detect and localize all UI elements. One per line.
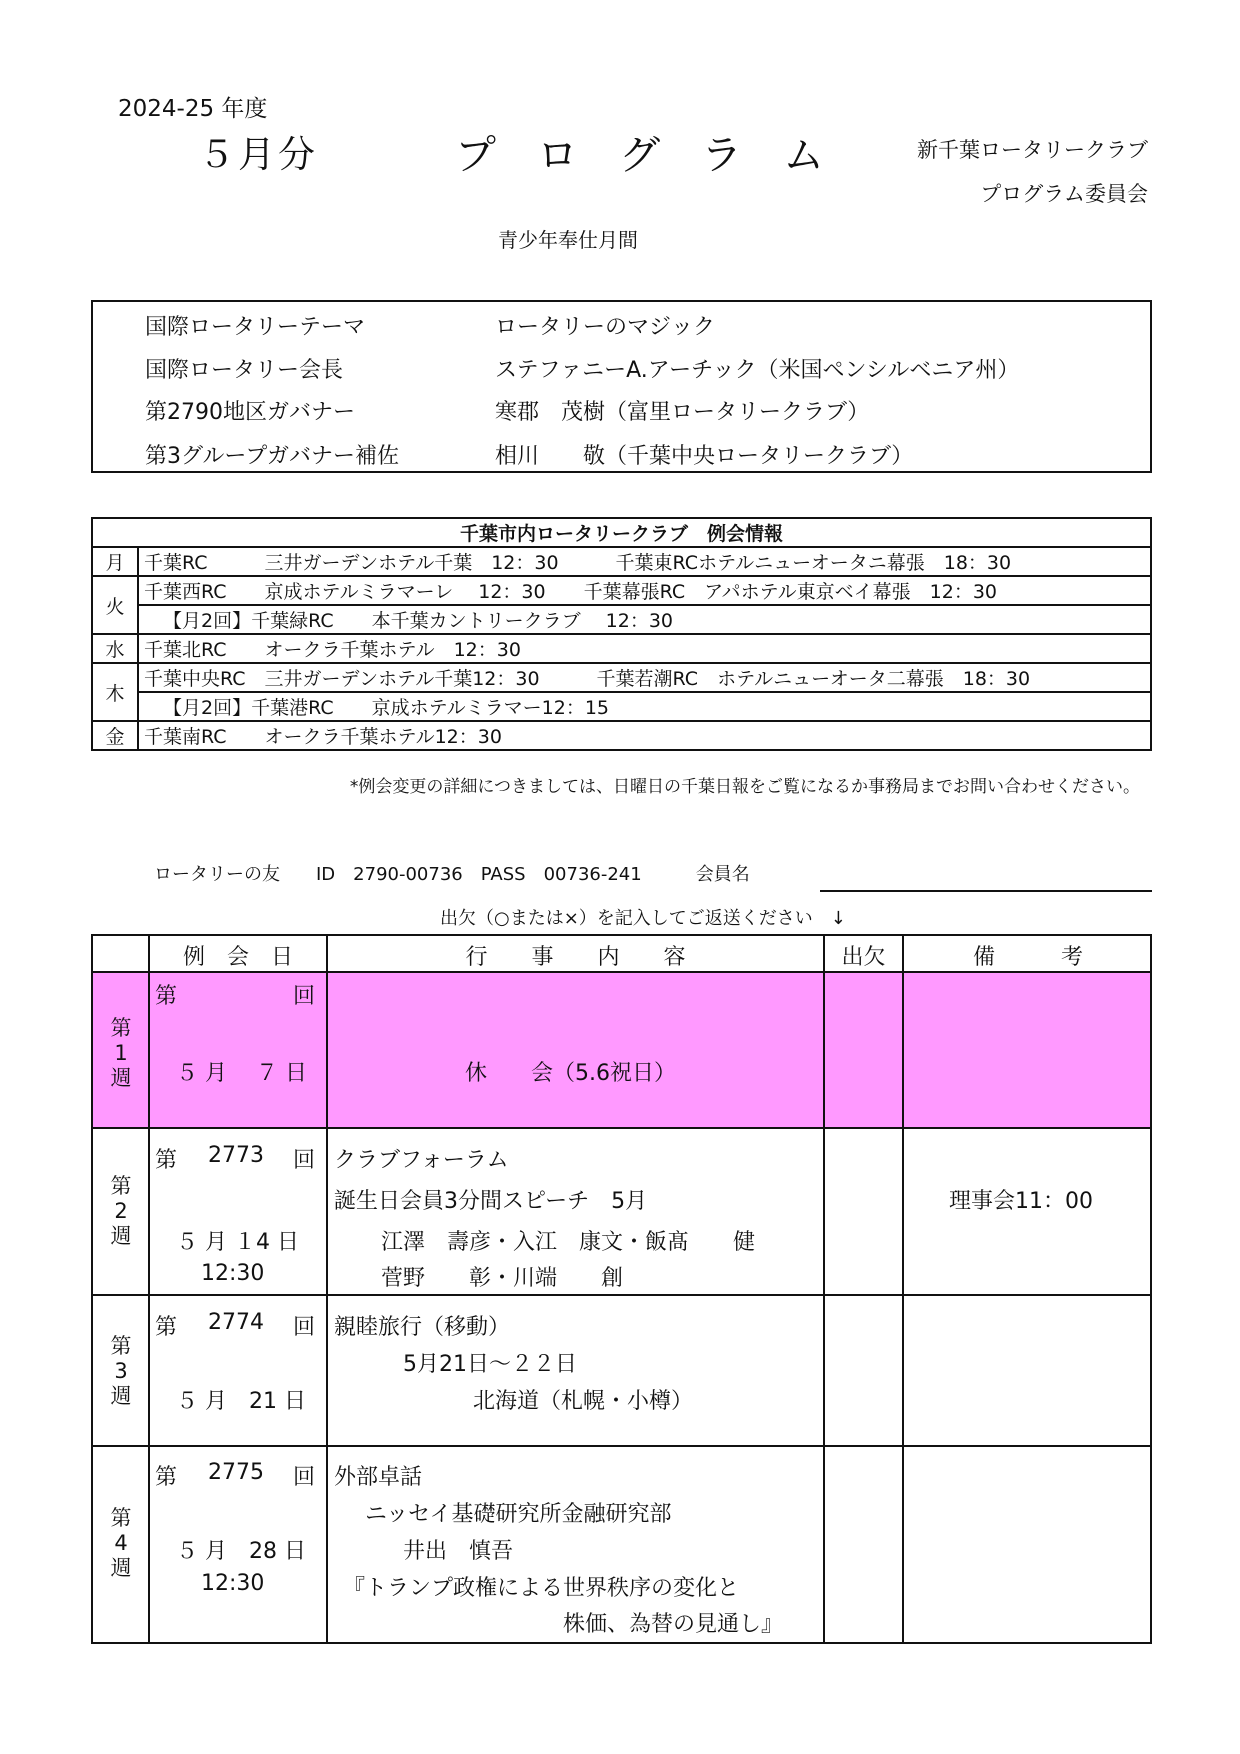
info-value: ステファニーA.アーチック（米国ペンシルベニア州） [495, 358, 1020, 383]
meeting-no-prefix: 第 [155, 984, 178, 1009]
committee-name: プログラム委員会 [980, 182, 1148, 206]
header-remarks: 備 考 [972, 945, 1083, 970]
week-label-char: 2 [114, 1199, 128, 1223]
attendance-request: 出欠（○または×）を記入してご返送ください ↓ [440, 908, 846, 929]
meeting-cell: 千葉RC 三井ガーデンホテル千葉 12：30 千葉東RCホテルニューオータニ幕張 18：30 [138, 547, 1151, 576]
header-date: 例 会 日 [182, 945, 293, 970]
info-row [93, 304, 1150, 344]
day-cell: 金 [92, 721, 138, 750]
meeting-no-suffix: 回 [293, 984, 316, 1009]
event-line: 5月21日～２２日 [403, 1352, 577, 1377]
meeting-cell: 【月2回】千葉緑RC 本千葉カントリークラブ 12：30 [138, 605, 1151, 634]
table-row [92, 663, 1151, 692]
week-label [93, 1016, 149, 1091]
meeting-table-title: 千葉市内ロータリークラブ 例会情報 [92, 518, 1151, 547]
event-line: 菅野 彰・川端 創 [381, 1266, 624, 1291]
week-label-char: 第 [110, 1334, 132, 1358]
meeting-cell: 千葉西RC 京成ホテルミラマーレ 12：30 千葉幕張RC アパホテル東京ベイ幕張 12：30 [138, 576, 1151, 605]
week-label [93, 1174, 149, 1249]
event-line: 井出 慎吾 [403, 1539, 514, 1564]
day-cell: 月 [92, 547, 138, 576]
club-name: 新千葉ロータリークラブ [917, 138, 1148, 162]
program-table [91, 934, 1152, 1644]
info-label: 国際ロータリー会長 [145, 358, 344, 383]
meeting-cell: 千葉南RC オークラ千葉ホテル12：30 [138, 721, 1151, 750]
info-row [93, 433, 1150, 473]
meeting-no: 2774 [208, 1310, 264, 1335]
event-line: 北海道（札幌・小樽） [473, 1389, 694, 1414]
meeting-note: *例会変更の詳細につきましては、日曜日の千葉日報をご覧になるか事務局までお問い合わせください。 [349, 777, 1140, 797]
column-divider [902, 936, 904, 1642]
row-divider [93, 1127, 1150, 1129]
highlight-row-background [93, 973, 1150, 1128]
meeting-date: ５ 月 21 日 [176, 1389, 306, 1414]
row-divider [93, 1445, 1150, 1447]
month-theme: 青少年奉仕月間 [498, 228, 638, 252]
week-label-char: 3 [114, 1359, 128, 1383]
info-value: 相川 敬（千葉中央ロータリークラブ） [495, 444, 914, 469]
info-label: 国際ロータリーテーマ [145, 315, 366, 340]
page-title: プ ロ グ ラ ム [455, 131, 839, 179]
row-divider [93, 971, 1150, 973]
meeting-cell: 【月2回】千葉港RC 京成ホテルミラマー12：15 [138, 692, 1151, 721]
week-label-char: 第 [110, 1174, 132, 1198]
header-attendance: 出欠 [841, 945, 886, 970]
week-label-char: 週 [110, 1224, 132, 1248]
meeting-no-prefix: 第 [155, 1465, 178, 1490]
rotary-friend-info: ロータリーの友 ID 2790-00736 PASS 00736-241 会員名 [154, 864, 750, 885]
column-divider [823, 936, 825, 1642]
table-row [92, 692, 1151, 721]
meeting-no-suffix: 回 [293, 1465, 316, 1490]
meeting-no: 2775 [208, 1460, 264, 1485]
week-label [93, 1334, 149, 1409]
meeting-date: ５ 月 ７ 日 [176, 1061, 307, 1086]
table-row [92, 721, 1151, 750]
row-divider [93, 1294, 1150, 1296]
info-label: 第2790地区ガバナー [145, 400, 355, 425]
day-cell: 火 [92, 576, 138, 634]
event-line: 誕生日会員3分間スピーチ 5月 [334, 1189, 648, 1214]
event-line: クラブフォーラム [334, 1148, 509, 1173]
meeting-time: 12:30 [201, 1261, 265, 1286]
week-label-char: 週 [110, 1384, 132, 1408]
info-row [93, 389, 1150, 429]
week-label-char: 週 [110, 1556, 132, 1580]
column-divider [326, 936, 328, 1642]
info-label: 第3グループガバナー補佐 [145, 444, 400, 469]
table-row [92, 547, 1151, 576]
fiscal-year: 2024-25 年度 [118, 96, 268, 122]
event-line: 休 会（5.6祝日） [465, 1061, 676, 1086]
event-line: 株価、為替の見通し』 [563, 1612, 784, 1637]
table-row [92, 634, 1151, 663]
week-label-char: 第 [110, 1016, 132, 1040]
table-row [92, 576, 1151, 605]
member-name-field[interactable] [820, 890, 1152, 892]
table-row [92, 605, 1151, 634]
event-line: 『トランプ政権による世界秩序の変化と [343, 1576, 740, 1601]
day-cell: 木 [92, 663, 138, 721]
month-label: ５月分 [198, 133, 318, 176]
week-label-char: 第 [110, 1506, 132, 1530]
meeting-date: ５ 月 １4 日 [176, 1230, 299, 1255]
week-label-char: 1 [114, 1041, 128, 1065]
week-label-char: 週 [110, 1066, 132, 1090]
week-label [93, 1506, 149, 1581]
meeting-no-suffix: 回 [293, 1315, 316, 1340]
day-cell: 水 [92, 634, 138, 663]
event-line: 親睦旅行（移動） [334, 1315, 511, 1340]
week-label-char: 4 [114, 1531, 128, 1555]
remarks-text: 理事会11：00 [949, 1189, 1093, 1214]
meeting-cell: 千葉中央RC 三井ガーデンホテル千葉12：30 千葉若潮RC ホテルニューオータ二幕張 18：30 [138, 663, 1151, 692]
meeting-time: 12:30 [201, 1571, 265, 1596]
table-row [92, 518, 1151, 547]
event-line: ニッセイ基礎研究所金融研究部 [365, 1502, 672, 1527]
event-line: 江澤 壽彦・入江 康文・飯髙 健 [381, 1230, 756, 1255]
rotary-info-box [91, 300, 1152, 473]
header-content: 行 事 内 容 [465, 945, 686, 970]
info-row [93, 347, 1150, 387]
meeting-no-suffix: 回 [293, 1148, 316, 1173]
meeting-no-prefix: 第 [155, 1315, 178, 1340]
meeting-info-table [91, 517, 1152, 751]
meeting-no-prefix: 第 [155, 1148, 178, 1173]
meeting-cell: 千葉北RC オークラ千葉ホテル 12：30 [138, 634, 1151, 663]
info-value: 寒郡 茂樹（富里ロータリークラブ） [495, 400, 870, 425]
meeting-no: 2773 [208, 1143, 264, 1168]
meeting-date: ５ 月 28 日 [176, 1539, 306, 1564]
event-line: 外部卓話 [334, 1465, 423, 1490]
info-value: ロータリーのマジック [495, 315, 716, 340]
